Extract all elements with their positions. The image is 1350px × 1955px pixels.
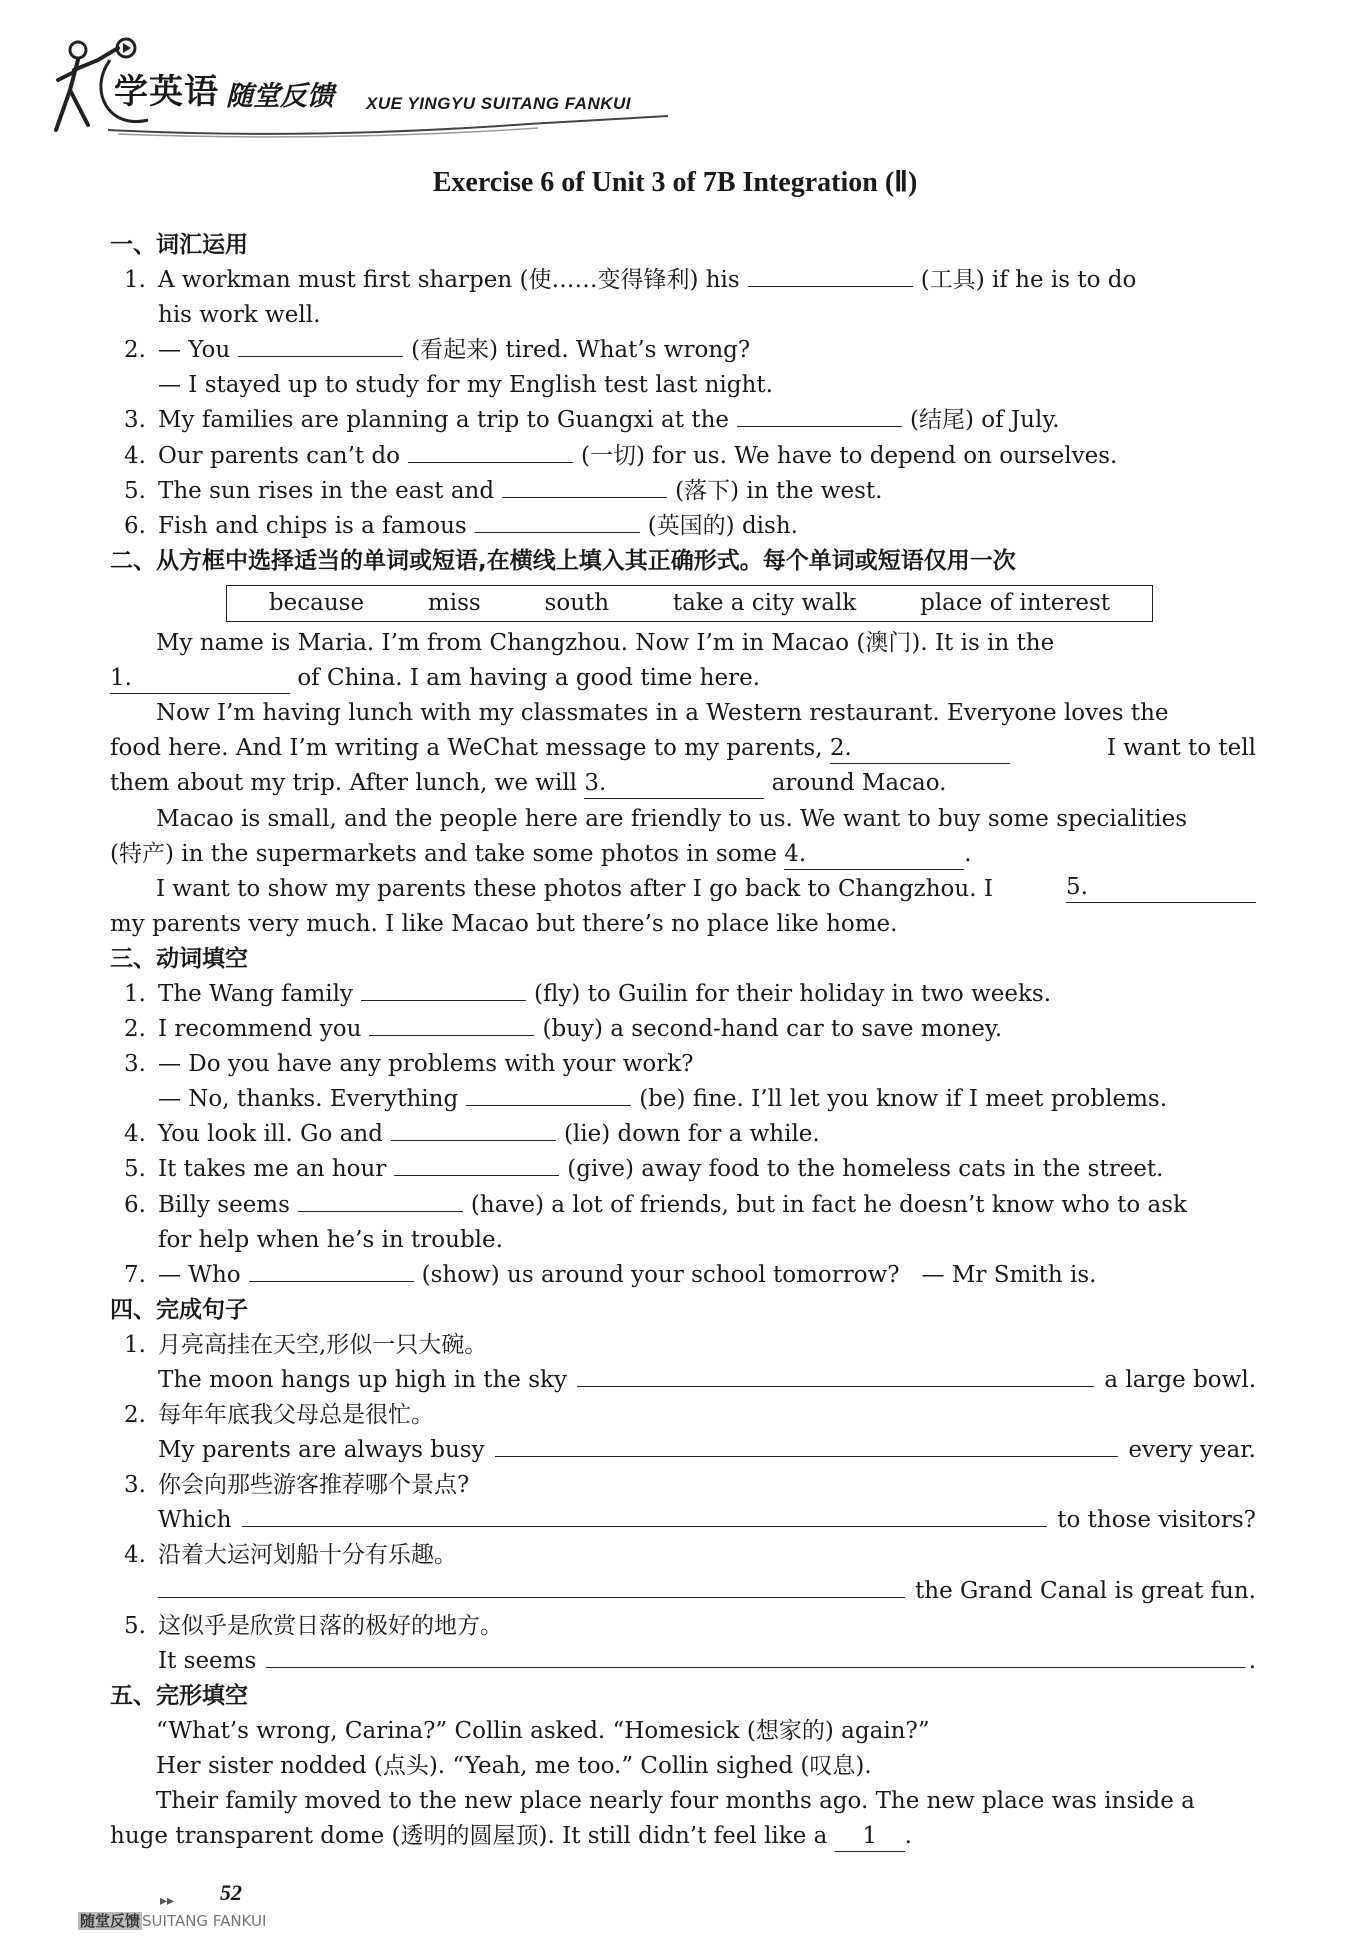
section-heading: 四、完成句子	[110, 1296, 248, 1323]
word-option: because	[268, 589, 365, 616]
question: 2. 每年年底我父母总是很忙。	[124, 1402, 434, 1429]
numbered-blank[interactable]: 3.	[584, 768, 764, 799]
numbered-blank[interactable]: 1	[835, 1821, 905, 1852]
question: 5. 这似乎是欣赏日落的极好的地方。	[124, 1612, 503, 1639]
question: 3. — Do you have any problems with your work?	[124, 1051, 694, 1078]
word-box	[226, 585, 1153, 622]
answer-blank[interactable]	[502, 496, 667, 498]
logo-chinese: 学英语	[114, 72, 219, 112]
word-option: place of interest	[920, 589, 1111, 616]
numbered-blank[interactable]: 1.	[110, 663, 290, 694]
page-number: 52	[220, 1880, 242, 1905]
passage-paragraph: Now I’m having lunch with my classmates in a Western restaurant. Everyone loves the	[156, 700, 1169, 727]
question: 3. 你会向那些游客推荐哪个景点?	[124, 1472, 470, 1499]
question: 6. Fish and chips is a famous (英国的) dish.	[124, 512, 798, 539]
question: 2. I recommend you (buy) a second-hand car to save money.	[124, 1016, 1003, 1043]
header-swoosh	[108, 110, 668, 140]
passage-paragraph: I want to show my parents these photos after I go back to Changzhou. I 5.	[110, 872, 1256, 907]
question: 2. — You (看起来) tired. What’s wrong?	[124, 337, 751, 364]
question: 1. A workman must first sharpen (使……变得锋利) his (工具) if he is to do	[124, 267, 1137, 294]
numbered-blank[interactable]: 5.	[1066, 872, 1256, 903]
question: 3. My families are planning a trip to Guangxi at the (结尾) of July.	[124, 407, 1060, 434]
answer-blank[interactable]	[466, 1104, 631, 1106]
answer-blank[interactable]	[475, 531, 640, 533]
section-heading: 五、完形填空	[110, 1682, 248, 1709]
logo-english: XUE YINGYU SUITANG FANKUI	[366, 94, 632, 113]
section-heading: 一、词汇运用	[110, 232, 248, 258]
answer-line[interactable]	[242, 1525, 1048, 1527]
answer-blank[interactable]	[737, 425, 902, 427]
header-logo	[48, 30, 688, 140]
question: 5. It takes me an hour (give) away food to the homeless cats in the street.	[124, 1156, 1164, 1183]
answer-line[interactable]	[266, 1666, 1244, 1668]
numbered-blank[interactable]: 4.	[784, 839, 964, 870]
answer-blank[interactable]	[391, 1139, 556, 1141]
question: 6. Billy seems (have) a lot of friends, but in fact he doesn’t know who to ask	[124, 1191, 1187, 1218]
question: 1. 月亮高挂在天空,形似一只大碗。	[124, 1331, 488, 1358]
answer-line[interactable]	[577, 1385, 1094, 1387]
answer-blank[interactable]	[748, 285, 913, 287]
logo-chinese-sub: 随堂反馈	[226, 81, 334, 112]
question: 4. 沿着大运河划船十分有乐趣。	[124, 1542, 457, 1569]
word-option: south	[544, 589, 610, 616]
question: 7. — Who (show) us around your school tomorrow? — Mr Smith is.	[124, 1261, 1097, 1288]
answer-blank[interactable]	[238, 355, 403, 357]
passage-paragraph: Her sister nodded (点头). “Yeah, me too.” Collin sighed (叹息).	[156, 1753, 872, 1780]
passage-paragraph: My name is Maria. I’m from Changzhou. Now I’m in Macao (澳门). It is in the	[156, 630, 1055, 657]
footer-tag: 随堂反馈 SUITANG FANKUI	[80, 1912, 267, 1930]
question: 4. Our parents can’t do (一切) for us. We have to depend on ourselves.	[124, 442, 1118, 469]
page-title: Exercise 6 of Unit 3 of 7B Integration (Ⅱ)	[432, 167, 918, 198]
answer-blank[interactable]	[394, 1174, 559, 1176]
question: 1. The Wang family (fly) to Guilin for their holiday in two weeks.	[124, 980, 1052, 1007]
question: 5. The sun rises in the east and (落下) in the west.	[124, 477, 883, 504]
word-option: miss	[427, 589, 481, 616]
answer-line[interactable]	[158, 1596, 905, 1598]
passage-paragraph: “What’s wrong, Carina?” Collin asked. “Homesick (想家的) again?”	[156, 1717, 930, 1744]
answer-blank[interactable]	[298, 1210, 463, 1212]
arrow-icon: ▸▸	[160, 1893, 175, 1909]
passage-paragraph: Their family moved to the new place nearly four months ago. The new place was inside a	[156, 1788, 1195, 1815]
answer-blank[interactable]	[369, 1034, 534, 1036]
answer-blank[interactable]	[408, 461, 573, 463]
numbered-blank[interactable]: 2.	[830, 733, 1010, 764]
passage-paragraph: Macao is small, and the people here are friendly to us. We want to buy some specialities	[156, 805, 1188, 832]
answer-blank[interactable]	[361, 999, 526, 1001]
section-heading: 三、动词填空	[110, 945, 248, 972]
exercise-content: 一、词汇运用 1. A workman must first sharpen (使……变得锋利) his (工具) if he is to do his work well. 2. — You (看起来) tired. What’s wrong? — I stayed up to study for my English test last night. 3. My families are planning a trip to Guangxi at the (结尾) of July. 4. Our parents can’t do (一切) for us. We have to depend on ourselves. 5. The sun rises in the east and (落下) in the west. 6. Fish and chips is a famous (英国的) dish. 二、从方框中选择适当的单词或短语,在横线上填入其正确形式。每个单词或短语仅用一次 because miss south take a city walk place of interest My name is Maria. I’m from Changzhou. Now I’m in Macao (澳门). It is in the 1. of China. I am having a good time here. Now I’m having lunch with my classmates in a Western restaurant. Everyone loves the food here. And I’m writing a WeChat message to my parents, 2. I want to tell them about my trip. After lunch, we will 3. around Macao. Macao is small, and the people here are friendly to us. We want to buy some specialities (特产) in the supermarkets and take some photos in some 4. . I want to show my parents these photos after I go back to Changzhou. I 5. my parents very much. I like Macao but there’s no place like home. 三、动词填空 1. The Wang family (fly) to Guilin for their holiday in two weeks. 2. I recommend you (buy) a second-hand car to save money. 3. — Do you have any problems with your work? — No, thanks. Everything (be) fine. I’ll let you know if I meet problems. 4. You look ill. Go and (lie) down for a while. 5. It takes me an hour (give) away food to the homeless cats in the street. 6. Billy seems (have) a lot of friends, but in fact he doesn’t know who to ask for help when he’s in trouble. 7. — Who (show) us around your school tomorrow? — Mr Smith is. 四、完成句子 1. 月亮高挂在天空,形似一只大碗。 The moon hangs up high in the sky a large bowl. 2. 每年年底我父母总是很忙。 My parents are always busy every year. 3. 你会向那些游客推荐哪个景点? Which to those visitors? 4. 沿着大运河划船十分有乐趣。 the Grand Canal is great fun. 5. 这似乎是欣赏日落的极好的地方。 It seems . 五、完形填空 “What’s wrong, Carina?” Collin asked. “Homesick (想家的) again?” Her sister nodded (点头). “Yeah, me too.” Collin sighed (叹息). Their family moved to the new place nearly four months ago. The new place was inside a huge transparent dome (透明的圆屋顶). It still didn’t feel like a 1 .	[110, 228, 1256, 1854]
word-option: take a city walk	[672, 589, 857, 616]
answer-blank[interactable]	[249, 1280, 414, 1282]
question: 4. You look ill. Go and (lie) down for a while.	[124, 1121, 820, 1148]
answer-line[interactable]	[495, 1455, 1119, 1457]
section-heading: 二、从方框中选择适当的单词或短语,在横线上填入其正确形式。每个单词或短语仅用一次	[110, 547, 1016, 574]
